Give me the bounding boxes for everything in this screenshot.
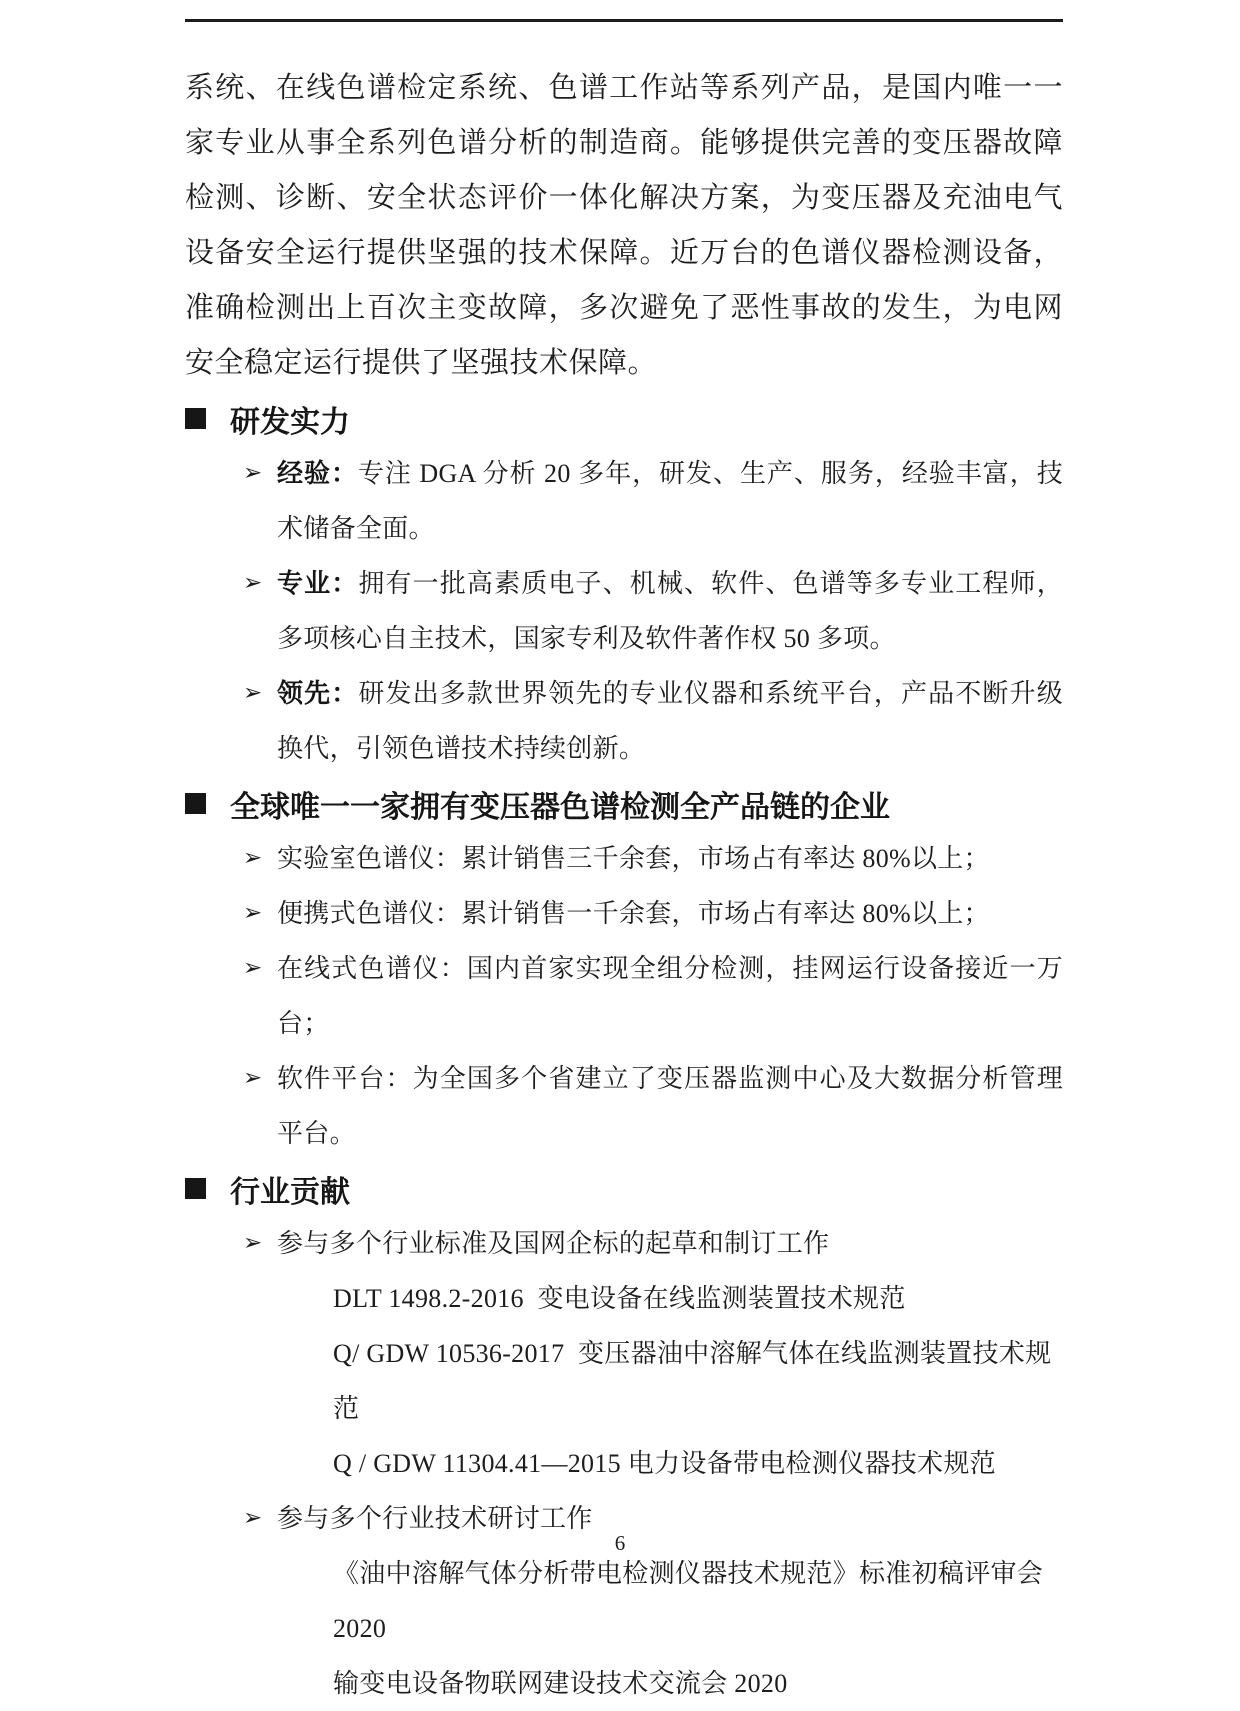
arrow-bullet-icon: ➢ (243, 955, 263, 981)
list-item-text: 参与多个行业技术研讨工作 (277, 1504, 593, 1533)
square-bullet-icon (185, 793, 206, 814)
list-item-text: 参与多个行业标准及国网企标的起草和制订工作 (277, 1229, 830, 1258)
square-bullet-icon (185, 1178, 206, 1199)
list-item (185, 941, 1063, 1051)
list-item-text: 软件平台：为全国多个省建立了变压器监测中心及大数据分析管理平台。 (277, 1064, 1063, 1148)
arrow-bullet-icon: ➢ (243, 570, 263, 596)
header-divider (185, 19, 1063, 22)
section-heading (185, 776, 1063, 831)
item-body: 研发出多款世界领先的专业仪器和系统平台，产品不断升级换代，引领色谱技术持续创新。 (277, 679, 1063, 763)
section-product-chain (185, 776, 1063, 1161)
list-item-text: 在线式色谱仪：国内首家实现全组分检测，挂网运行设备接近一万台； (277, 954, 1063, 1038)
standard-line: 《油中溶解气体分析带电检测仪器技术规范》标准初稿评审会 2020 (333, 1559, 1050, 1643)
list-item-text (277, 446, 1063, 556)
list-item (185, 1216, 1063, 1271)
arrow-bullet-icon: ➢ (243, 900, 263, 926)
standard-line: Q / GDW 11304.41—2015 电力设备带电检测仪器技术规范 (333, 1449, 996, 1478)
list-item-text (277, 556, 1063, 666)
standard-line: DLT 1498.2-2016 变电设备在线监测装置技术规范 (333, 1284, 906, 1313)
section-heading (185, 391, 1063, 446)
list-item (185, 1051, 1063, 1161)
square-bullet-icon (185, 408, 206, 429)
arrow-bullet-icon: ➢ (243, 1230, 263, 1256)
arrow-bullet-icon: ➢ (243, 1065, 263, 1091)
list-item (185, 556, 1063, 666)
section-heading-text: 研发实力 (230, 405, 350, 439)
list-item-text: 实验室色谱仪：累计销售三千余套，市场占有率达 80%以上； (277, 844, 990, 873)
section-heading-text: 行业贡献 (230, 1175, 350, 1209)
item-lead: 专业： (277, 569, 359, 598)
section-rd-strength (185, 391, 1063, 776)
list-item (185, 666, 1063, 776)
list-item (185, 831, 1063, 886)
list-item (185, 886, 1063, 941)
item-body: 拥有一批高素质电子、机械、软件、色谱等多专业工程师，多项核心自主技术，国家专利及软件著作权 50 多项。 (277, 569, 1063, 653)
section-industry-contribution (185, 1161, 1063, 1711)
standard-line: 输变电设备物联网建设技术交流会 2020 (333, 1669, 788, 1698)
page-number: 6 (614, 1531, 626, 1555)
arrow-bullet-icon: ➢ (243, 1505, 263, 1531)
intro-paragraph: 系统、在线色谱检定系统、色谱工作站等系列产品，是国内唯一一家专业从事全系列色谱分析的制造商。能够提供完善的变压器故障检测、诊断、安全状态评价一体化解决方案，为变压器及充油电气设备安全运行提供坚强的技术保障。近万台的色谱仪器检测设备，准确检测出上百次主变故障，多次避免了恶性事故的发生，为电网安全稳定运行提供了坚强技术保障。 (185, 72, 1063, 379)
arrow-bullet-icon: ➢ (243, 845, 263, 871)
item-body: 专注 DGA 分析 20 多年，研发、生产、服务，经验丰富，技术储备全面。 (277, 459, 1063, 543)
arrow-bullet-icon: ➢ (243, 680, 263, 706)
section-heading-text: 全球唯一一家拥有变压器色谱检测全产品链的企业 (230, 790, 890, 824)
list-item (185, 446, 1063, 556)
item-lead: 经验： (277, 459, 358, 488)
section-heading (185, 1161, 1063, 1216)
standard-line: Q/ GDW 10536-2017 变压器油中溶解气体在线监测装置技术规范 (333, 1339, 1052, 1423)
arrow-bullet-icon: ➢ (243, 460, 263, 486)
document-body (185, 61, 1063, 1711)
list-item-text: 便携式色谱仪：累计销售一千余套，市场占有率达 80%以上； (277, 899, 990, 928)
item-lead: 领先： (277, 679, 359, 708)
list-item-text (277, 666, 1063, 776)
